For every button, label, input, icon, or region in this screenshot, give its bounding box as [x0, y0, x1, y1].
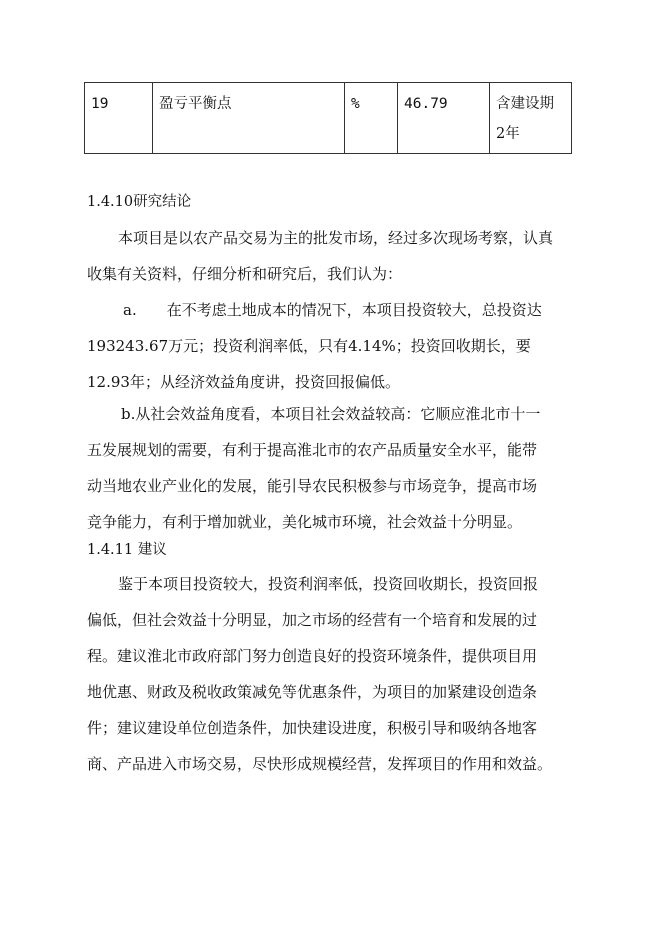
section-heading-1-4-11: 1.4.11 建议 — [87, 542, 167, 558]
item-a-marker: a. — [123, 301, 137, 319]
text-line: 件；建议建设单位创造条件，加快建设进度，积极引导和吸纳各地客 — [87, 719, 538, 737]
text-line: b.从社会效益角度看，本项目社会效益较高：它顺应淮北市十一 — [121, 405, 541, 423]
conclusion-intro — [87, 220, 577, 292]
cell-note-line2: 2年 — [496, 126, 520, 142]
cell-note-line1: 含建设期 — [496, 96, 554, 112]
text-line: 地优惠、财政及税收政策减免等优惠条件，为项目的加紧建设创造条 — [87, 683, 538, 701]
conclusion-item-a — [87, 292, 577, 400]
cell-unit: % — [345, 83, 398, 154]
item-a-first-line: 在不考虑土地成本的情况下，本项目投资较大，总投资达 — [166, 301, 542, 319]
text-line — [87, 292, 577, 328]
text-line: 偏低，但社会效益十分明显，加之市场的经营有一个培育和发展的过 — [87, 611, 538, 629]
recommendation-paragraph — [87, 566, 577, 782]
data-table — [84, 82, 572, 154]
text-line: 五发展规划的需要，有利于提高淮北市的农产品质量安全水平，能带 — [87, 441, 538, 459]
text-line: 12.93年；从经济效益角度讲，投资回报偏低。 — [87, 373, 400, 391]
text-line: 本项目是以农产品交易为主的批发市场，经过多次现场考察，认真 — [118, 229, 554, 247]
cell-value: 46.79 — [398, 83, 490, 154]
text-line: 动当地农业产业化的发展，能引导农民积极参与市场竞争，提高市场 — [87, 477, 538, 495]
text-line: 竞争能力，有利于增加就业，美化城市环境，社会效益十分明显。 — [87, 513, 523, 531]
conclusion-item-b — [87, 396, 577, 540]
text-line: 鉴于本项目投资较大，投资利润率低，投资回收期长，投资回报 — [118, 575, 539, 593]
table-row — [85, 83, 572, 154]
section-heading-1-4-10: 1.4.10研究结论 — [87, 194, 192, 210]
text-line: 193243.67万元；投资利润率低，只有4.14%；投资回收期长，要 — [87, 337, 531, 355]
cell-note — [490, 83, 572, 154]
text-line: 商、产品进入市场交易，尽快形成规模经营，发挥项目的作用和效益。 — [87, 755, 553, 773]
text-line: 程。建议淮北市政府部门努力创造良好的投资环境条件，提供项目用 — [87, 647, 538, 665]
text-line: 收集有关资料，仔细分析和研究后，我们认为： — [87, 265, 403, 283]
cell-item: 盈亏平衡点 — [153, 83, 345, 154]
cell-number: 19 — [85, 83, 153, 154]
